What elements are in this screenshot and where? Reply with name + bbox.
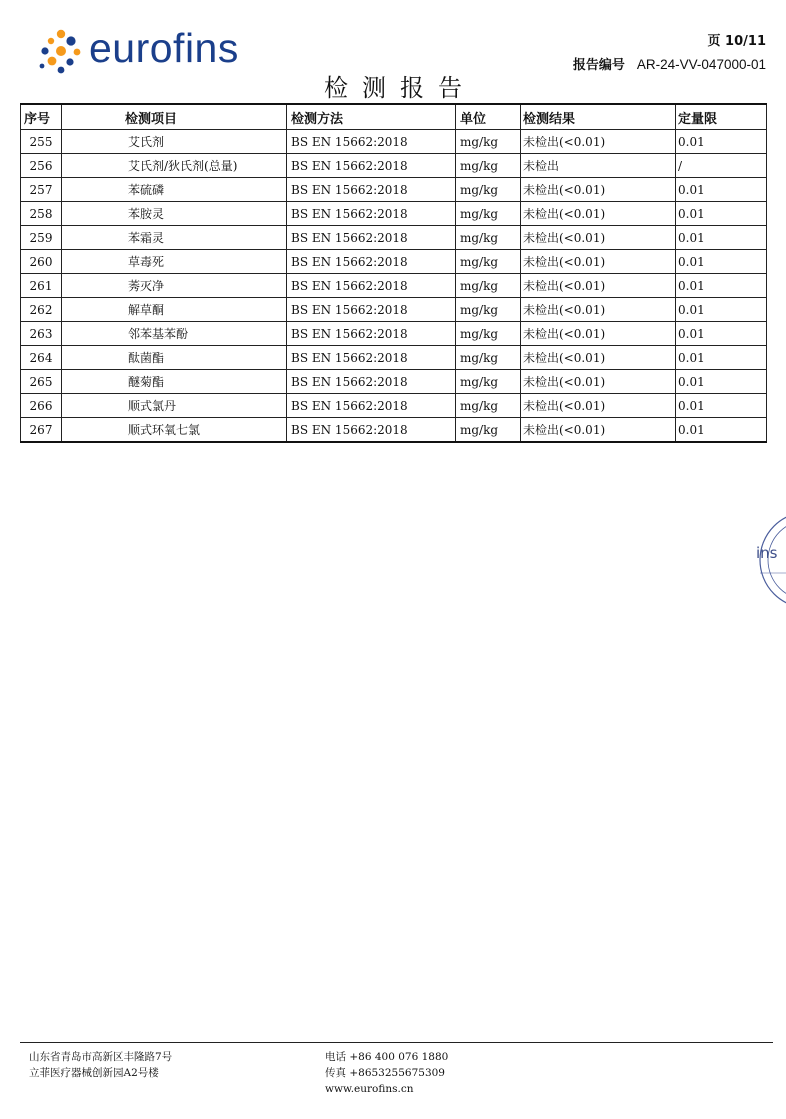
- table-row: [21, 418, 767, 443]
- cell-unit: mg/kg: [456, 226, 521, 250]
- cell-method: BS EN 15662:2018: [287, 346, 456, 370]
- table-row: [21, 346, 767, 370]
- cell-method: BS EN 15662:2018: [287, 298, 456, 322]
- cell-result: 未检出(<0.01): [521, 346, 676, 370]
- table-row: [21, 298, 767, 322]
- report-number-value: AR-24-VV-047000-01: [636, 57, 766, 72]
- cell-loq: 0.01: [676, 298, 767, 322]
- cell-unit: mg/kg: [456, 418, 521, 443]
- cell-loq: 0.01: [676, 226, 767, 250]
- cell-result: 未检出(<0.01): [521, 250, 676, 274]
- cell-result: 未检出(<0.01): [521, 298, 676, 322]
- cell-seq: 265: [21, 370, 62, 394]
- cell-loq: 0.01: [676, 346, 767, 370]
- cell-method: BS EN 15662:2018: [287, 394, 456, 418]
- cell-item: 顺式氯丹: [62, 394, 287, 418]
- cell-seq: 263: [21, 322, 62, 346]
- footer-divider: [20, 1042, 773, 1043]
- cell-seq: 260: [21, 250, 62, 274]
- header-item: 检测项目: [62, 104, 287, 130]
- cell-loq: /: [676, 154, 767, 178]
- cell-loq: 0.01: [676, 418, 767, 443]
- cell-item: 艾氏剂: [62, 130, 287, 154]
- cell-result: 未检出(<0.01): [521, 202, 676, 226]
- cell-method: BS EN 15662:2018: [287, 202, 456, 226]
- cell-seq: 264: [21, 346, 62, 370]
- cell-item: 醚菊酯: [62, 370, 287, 394]
- header-result: 检测结果: [521, 104, 676, 130]
- cell-unit: mg/kg: [456, 250, 521, 274]
- cell-method: BS EN 15662:2018: [287, 154, 456, 178]
- cell-unit: mg/kg: [456, 178, 521, 202]
- cell-result: 未检出: [521, 154, 676, 178]
- cell-seq: 257: [21, 178, 62, 202]
- cell-unit: mg/kg: [456, 322, 521, 346]
- header-loq: 定量限: [676, 104, 767, 130]
- cell-method: BS EN 15662:2018: [287, 178, 456, 202]
- cell-method: BS EN 15662:2018: [287, 418, 456, 443]
- cell-loq: 0.01: [676, 274, 767, 298]
- cell-item: 苯霜灵: [62, 226, 287, 250]
- table-row: [21, 178, 767, 202]
- cell-loq: 0.01: [676, 370, 767, 394]
- logo-wordmark: eurofins: [89, 25, 239, 71]
- cell-method: BS EN 15662:2018: [287, 226, 456, 250]
- cell-unit: mg/kg: [456, 370, 521, 394]
- cell-result: 未检出(<0.01): [521, 226, 676, 250]
- cell-method: BS EN 15662:2018: [287, 322, 456, 346]
- seal-stamp: [756, 505, 786, 615]
- footer-address: [29, 1049, 172, 1081]
- cell-seq: 255: [21, 130, 62, 154]
- cell-item: 苯硫磷: [62, 178, 287, 202]
- cell-method: BS EN 15662:2018: [287, 130, 456, 154]
- fax: 传真 +8653255675309: [325, 1067, 445, 1079]
- website-link[interactable]: www.eurofins.cn: [325, 1083, 414, 1095]
- header-seq: 序号: [21, 104, 62, 130]
- header-unit: 单位: [456, 104, 521, 130]
- address-line-1: 山东省青岛市高新区丰隆路7号: [29, 1051, 173, 1063]
- cell-loq: 0.01: [676, 178, 767, 202]
- results-table: [20, 103, 767, 443]
- cell-seq: 261: [21, 274, 62, 298]
- table-row: [21, 370, 767, 394]
- header-method: 检测方法: [287, 104, 456, 130]
- cell-result: 未检出(<0.01): [521, 322, 676, 346]
- cell-item: 莠灭净: [62, 274, 287, 298]
- table-row: [21, 202, 767, 226]
- document-title: 检测报告: [324, 74, 476, 102]
- cell-loq: 0.01: [676, 202, 767, 226]
- table-row: [21, 274, 767, 298]
- table-row: [21, 394, 767, 418]
- table-header-row: [21, 104, 767, 130]
- cell-method: BS EN 15662:2018: [287, 274, 456, 298]
- page-number: 页 10/11: [707, 34, 766, 49]
- cell-loq: 0.01: [676, 322, 767, 346]
- phone: 电话 +86 400 076 1880: [325, 1051, 449, 1063]
- table-row: [21, 226, 767, 250]
- cell-unit: mg/kg: [456, 154, 521, 178]
- cell-seq: 258: [21, 202, 62, 226]
- cell-method: BS EN 15662:2018: [287, 250, 456, 274]
- cell-seq: 256: [21, 154, 62, 178]
- cell-unit: mg/kg: [456, 130, 521, 154]
- report-number-label: 报告编号: [572, 58, 625, 73]
- cell-method: BS EN 15662:2018: [287, 370, 456, 394]
- address-line-2: 立菲医疗器械创新园A2号楼: [29, 1067, 159, 1079]
- cell-item: 解草酮: [62, 298, 287, 322]
- cell-item: 邻苯基苯酚: [62, 322, 287, 346]
- cell-item: 酞菌酯: [62, 346, 287, 370]
- cell-item: 顺式环氧七氯: [62, 418, 287, 443]
- cell-item: 苯胺灵: [62, 202, 287, 226]
- cell-loq: 0.01: [676, 130, 767, 154]
- cell-result: 未检出(<0.01): [521, 274, 676, 298]
- cell-seq: 267: [21, 418, 62, 443]
- cell-unit: mg/kg: [456, 202, 521, 226]
- svg-text:ins: ins: [756, 544, 778, 562]
- cell-result: 未检出(<0.01): [521, 130, 676, 154]
- cell-item: 草毒死: [62, 250, 287, 274]
- cell-result: 未检出(<0.01): [521, 370, 676, 394]
- cell-unit: mg/kg: [456, 346, 521, 370]
- table-row: [21, 250, 767, 274]
- cell-seq: 262: [21, 298, 62, 322]
- cell-seq: 266: [21, 394, 62, 418]
- cell-item: 艾氏剂/狄氏剂(总量): [62, 154, 287, 178]
- cell-result: 未检出(<0.01): [521, 178, 676, 202]
- cell-seq: 259: [21, 226, 62, 250]
- cell-unit: mg/kg: [456, 394, 521, 418]
- table-row: [21, 322, 767, 346]
- cell-unit: mg/kg: [456, 298, 521, 322]
- table-row: [21, 154, 767, 178]
- cell-loq: 0.01: [676, 250, 767, 274]
- table-row: [21, 130, 767, 154]
- cell-loq: 0.01: [676, 394, 767, 418]
- cell-unit: mg/kg: [456, 274, 521, 298]
- cell-result: 未检出(<0.01): [521, 394, 676, 418]
- cell-result: 未检出(<0.01): [521, 418, 676, 443]
- footer-contact: [325, 1049, 448, 1097]
